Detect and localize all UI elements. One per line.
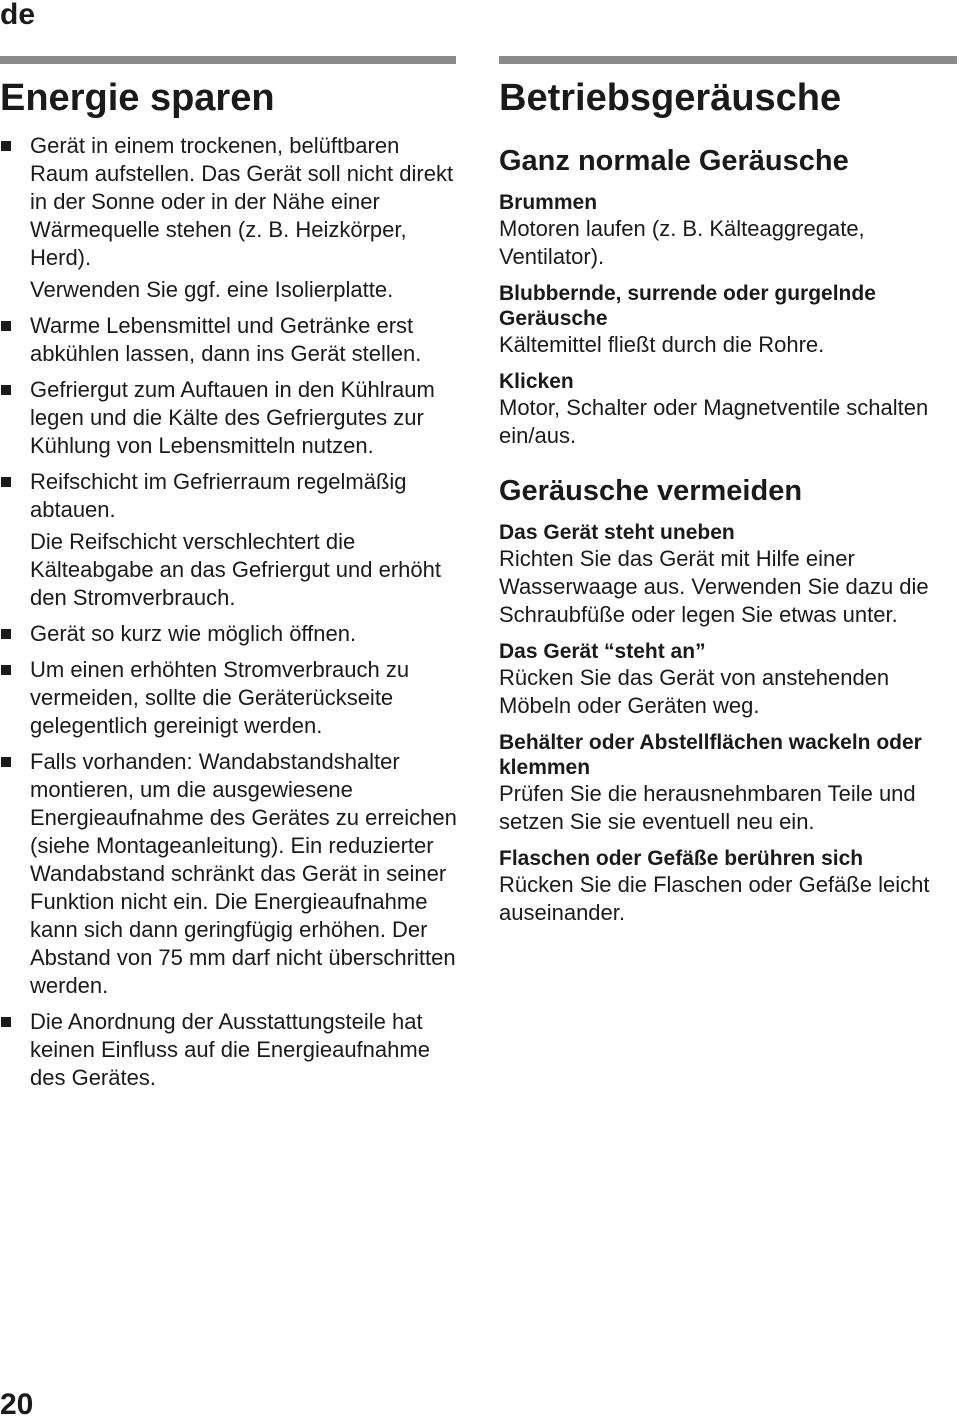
square-bullet-icon — [1, 757, 11, 767]
list-item-text: Gerät so kurz wie möglich öffnen. — [30, 621, 357, 646]
list-item-text: Reifschicht im Gefrierraum regelmäßig abtauen. — [30, 469, 407, 522]
noise-block-text: Prüfen Sie die herausnehmbaren Teile und setzen Sie sie eventuell neu ein. — [499, 781, 916, 834]
noise-block-text: Richten Sie das Gerät mit Hilfe einer Wasserwaage aus. Verwenden Sie dazu die Schraubfüße oder legen Sie etwas unter. — [499, 546, 929, 627]
list-item-text: Die Anordnung der Ausstattungsteile hat keinen Einfluss auf die Energieaufnahme des Gerätes. — [30, 1009, 430, 1090]
square-bullet-icon — [1, 321, 11, 331]
noise-block-title: Blubbernde, surrende oder gurgelnde Geräusche — [499, 282, 876, 330]
square-bullet-icon — [1, 141, 11, 151]
avoid-noises-heading: Geräusche vermeiden — [499, 475, 803, 507]
noise-block-title: Flaschen oder Gefäße berühren sich — [499, 847, 864, 870]
square-bullet-icon — [1, 477, 11, 487]
list-item — [0, 468, 458, 524]
square-bullet-icon — [1, 629, 11, 639]
noise-block-title: Das Gerät steht uneben — [499, 521, 735, 544]
noise-block — [499, 730, 957, 836]
list-item-text: Falls vorhanden: Wandabstandshalter montieren, um die ausgewiesene Energieaufnahme des Gerätes zu erreichen (siehe Montageanleitung). Ein reduzierter Wandabstand schränkt das Gerät in seiner Funktion nicht ein. Die Energieaufnahme kann sich dann geringfügig erhöhen. Der Abstand von 75 mm darf nicht überschritten werden. — [30, 749, 457, 998]
square-bullet-icon — [1, 1017, 11, 1027]
list-item — [0, 620, 458, 648]
operating-noises-column — [499, 74, 957, 937]
list-item-text: Gefriergut zum Auftauen in den Kühlraum legen und die Kälte des Gefriergutes zur Kühlung von Lebensmitteln nutzen. — [30, 377, 435, 458]
noise-block — [499, 639, 957, 720]
language-tag: de — [0, 0, 36, 31]
noise-block — [499, 369, 957, 450]
list-item-text: Warme Lebensmittel und Getränke erst abkühlen lassen, dann ins Gerät stellen. — [30, 313, 422, 366]
noise-block — [499, 281, 957, 359]
noise-block-text: Rücken Sie die Flaschen oder Gefäße leicht auseinander. — [499, 872, 930, 925]
noise-block-text: Motor, Schalter oder Magnetventile schalten ein/aus. — [499, 395, 929, 448]
list-item — [0, 656, 458, 740]
noise-block — [499, 846, 957, 927]
operating-noises-title: Betriebsgeräusche — [499, 77, 842, 119]
left-column-divider — [0, 56, 456, 64]
noise-block-text: Motoren laufen (z. B. Kälteaggregate, Ventilator). — [499, 216, 865, 269]
noise-block-text: Rücken Sie das Gerät von anstehenden Möbeln oder Geräten weg. — [499, 665, 890, 718]
list-item — [0, 748, 458, 1000]
list-item-text: Gerät in einem trockenen, belüftbaren Raum aufstellen. Das Gerät soll nicht direkt in der Sonne oder in der Nähe einer Wärmequelle stehen (z. B. Heizkörper, Herd). — [30, 133, 454, 270]
noise-block-text: Kältemittel fließt durch die Rohre. — [499, 332, 825, 357]
noise-block-title: Klicken — [499, 370, 574, 393]
list-item — [0, 1008, 458, 1092]
noise-block — [499, 190, 957, 271]
list-item-note: Die Reifschicht verschlechtert die Kälteabgabe an das Gefriergut und erhöht den Stromverbrauch. — [30, 529, 441, 610]
energy-saving-title: Energie sparen — [0, 77, 275, 119]
normal-noises-heading: Ganz normale Geräusche — [499, 145, 849, 177]
list-item — [0, 376, 458, 460]
list-item-note: Verwenden Sie ggf. eine Isolierplatte. — [30, 277, 394, 302]
page-number: 20 — [0, 1388, 34, 1421]
noise-block — [499, 520, 957, 629]
energy-saving-column — [0, 74, 458, 1100]
list-item-text: Um einen erhöhten Stromverbrauch zu vermeiden, sollte die Geräterückseite gelegentlich gereinigt werden. — [30, 657, 410, 738]
noise-block-title: Brummen — [499, 191, 598, 214]
square-bullet-icon — [1, 385, 11, 395]
list-item — [0, 312, 458, 368]
noise-block-title: Behälter oder Abstellflächen wackeln oder klemmen — [499, 731, 922, 779]
noise-block-title: Das Gerät “steht an” — [499, 640, 706, 663]
right-column-divider — [499, 56, 957, 64]
square-bullet-icon — [1, 665, 11, 675]
list-item — [0, 132, 458, 272]
